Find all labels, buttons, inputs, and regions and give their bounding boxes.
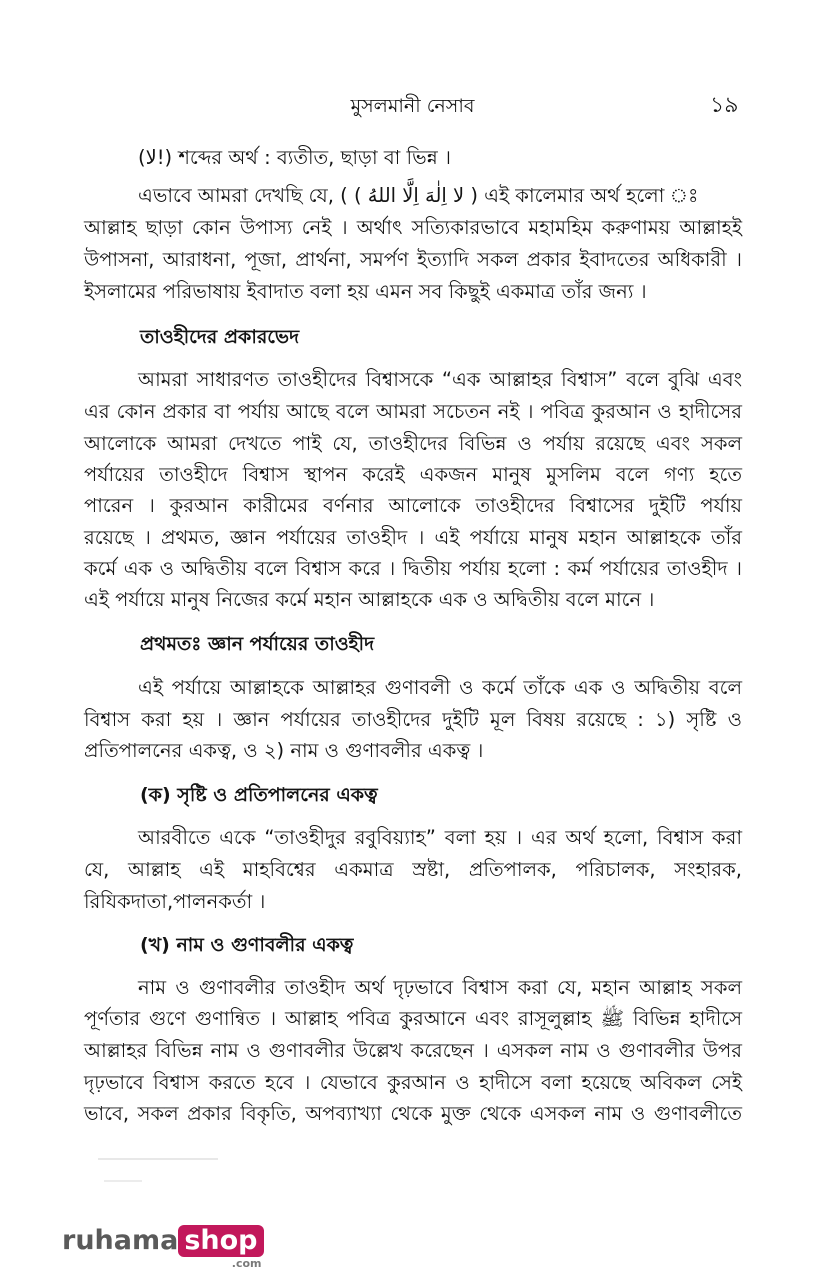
paragraph-line: রিযিকদাতা,পালনকর্তা । <box>84 890 266 913</box>
paragraph-line: পর্যায়ের তাওহীদে বিশ্বাস স্থাপন করেই একজন মানুষ মুসলিম বলে গণ্য হতে <box>84 463 742 486</box>
paragraph-line: বিশ্বাস করা হয় । জ্ঞান পর্যায়ের তাওহীদের দুইটি মূল বিষয় রয়েছে : ১) সৃষ্টি ও <box>84 708 742 731</box>
paragraph-line: আমরা সাধারণত তাওহীদের বিশ্বাসকে “এক আল্লাহর বিশ্বাস” বলে বুঝি এবং <box>138 368 742 391</box>
watermark-domain: .com <box>231 1257 262 1270</box>
paragraph-line: আল্লাহর বিভিন্ন নাম ও গুণাবলীর উল্লেখ করেছেন । এসকল নাম ও গুণাবলীর উপর <box>84 1039 742 1062</box>
paragraph-line: আলোকে আমরা দেখতে পাই যে, তাওহীদের বিভিন্ন ও পর্যায় রয়েছে এবং সকল <box>84 432 742 455</box>
paragraph-line: এই পর্যায়ে আল্লাহকে আল্লাহর গুণাবলী ও কর্মে তাঁকে এক ও অদ্বিতীয় বলে <box>138 676 742 699</box>
watermark-box-text: shop <box>184 1225 258 1256</box>
scan-smudge <box>104 1180 142 1182</box>
kalema-arabic: لا اِلٰهَ اِلَّا اللهُ <box>367 184 465 207</box>
scan-smudge <box>98 1158 218 1160</box>
paragraph-line: ভাবে, সকল প্রকার বিকৃতি, অপব্যাখ্যা থেকে মুক্ত থেকে এসকল নাম ও গুণাবলীতে <box>84 1102 742 1125</box>
paragraph-line: এই পর্যায়ে মানুষ নিজের কর্মে মহান আল্লাহকে এক ও অদ্বিতীয় বলে মানে । <box>84 588 655 611</box>
watermark-logo <box>62 1225 264 1270</box>
paragraph-line: নাম ও গুণাবলীর তাওহীদ অর্থ দৃঢ়ভাবে বিশ্বাস করা যে, মহান আল্লাহ সকল <box>138 976 742 999</box>
watermark-box <box>178 1225 263 1270</box>
paragraph-line: পূর্ণতার গুণে গুণান্বিত । আল্লাহ পবিত্র কুরআনে এবং রাসূলুল্লাহ ﷺ বিভিন্ন হাদীসে <box>84 1007 742 1030</box>
paragraph-line: পারেন । কুরআন কারীমের বর্ণনার আলোকে তাওহীদের বিশ্বাসের দুইটি পর্যায় <box>84 494 742 517</box>
section-heading: প্রথমতঃ জ্ঞান পর্যায়ের তাওহীদ <box>140 633 375 655</box>
paragraph-line: আরবীতে একে “তাওহীদুর রবুবিয়্যাহ” বলা হয় । এর অর্থ হলো, বিশ্বাস করা <box>138 826 742 849</box>
section-heading: (খ) নাম ও গুণাবলীর একত্ব <box>140 934 354 956</box>
paragraph-line: দৃঢ়ভাবে বিশ্বাস করতে হবে । যেভাবে কুরআন ও হাদীসে বলা হয়েছে অবিকল সেই <box>84 1071 742 1094</box>
paragraph-line: উপাসনা, আরাধনা, পূজা, প্রার্থনা, সমর্পণ ইত্যাদি সকল প্রকার ইবাদতের অধিকারী । <box>84 248 742 271</box>
kalema-line <box>138 184 698 208</box>
kalema-line-start: এভাবে আমরা দেখছি যে, ( ( <box>138 184 362 207</box>
paragraph-line: রয়েছে । প্রথমত, জ্ঞান পর্যায়ের তাওহীদ । এই পর্যায়ে মানুষ মহান আল্লাহকে তাঁর <box>84 526 742 549</box>
section-heading: (ক) সৃষ্টি ও প্রতিপালনের একত্ব <box>140 784 378 806</box>
paragraph-line: আল্লাহ ছাড়া কোন উপাস্য নেই । অর্থাৎ সত্যিকারভাবে মহামহিম করুণাময় আল্লাহই <box>84 216 742 239</box>
page-header-title: মুসলমানী নেসাব <box>350 95 475 117</box>
paragraph-line: ইসলামের পরিভাষায় ইবাদাত বলা হয় এমন সব কিছুই একমাত্র তাঁর জন্য । <box>84 280 647 303</box>
section-heading: তাওহীদের প্রকারভেদ <box>140 326 300 348</box>
page-number: ১৯ <box>710 93 739 118</box>
watermark-text: ruhama <box>62 1225 179 1256</box>
word-meaning-line: (ﻻ!) শব্দের অর্থ : ব্যতীত, ছাড়া বা ভিন্ন । <box>138 146 451 169</box>
paragraph-line: যে, আল্লাহ এই মাহবিশ্বের একমাত্র স্রষ্টা, প্রতিপালক, পরিচালক, সংহারক, <box>84 858 742 881</box>
kalema-line-end: ) এই কালেমার অর্থ হলো ঃ <box>470 184 699 207</box>
paragraph-line: এর কোন প্রকার বা পর্যায় আছে বলে আমরা সচেতন নই । পবিত্র কুরআন ও হাদীসের <box>84 400 742 423</box>
paragraph-line: কর্মে এক ও অদ্বিতীয় বলে বিশ্বাস করে । দ্বিতীয় পর্যায় হলো : কর্ম পর্যায়ের তাওহীদ । <box>84 557 742 580</box>
paragraph-line: প্রতিপালনের একত্ব, ও ২) নাম ও গুণাবলীর একত্ব । <box>84 739 484 762</box>
